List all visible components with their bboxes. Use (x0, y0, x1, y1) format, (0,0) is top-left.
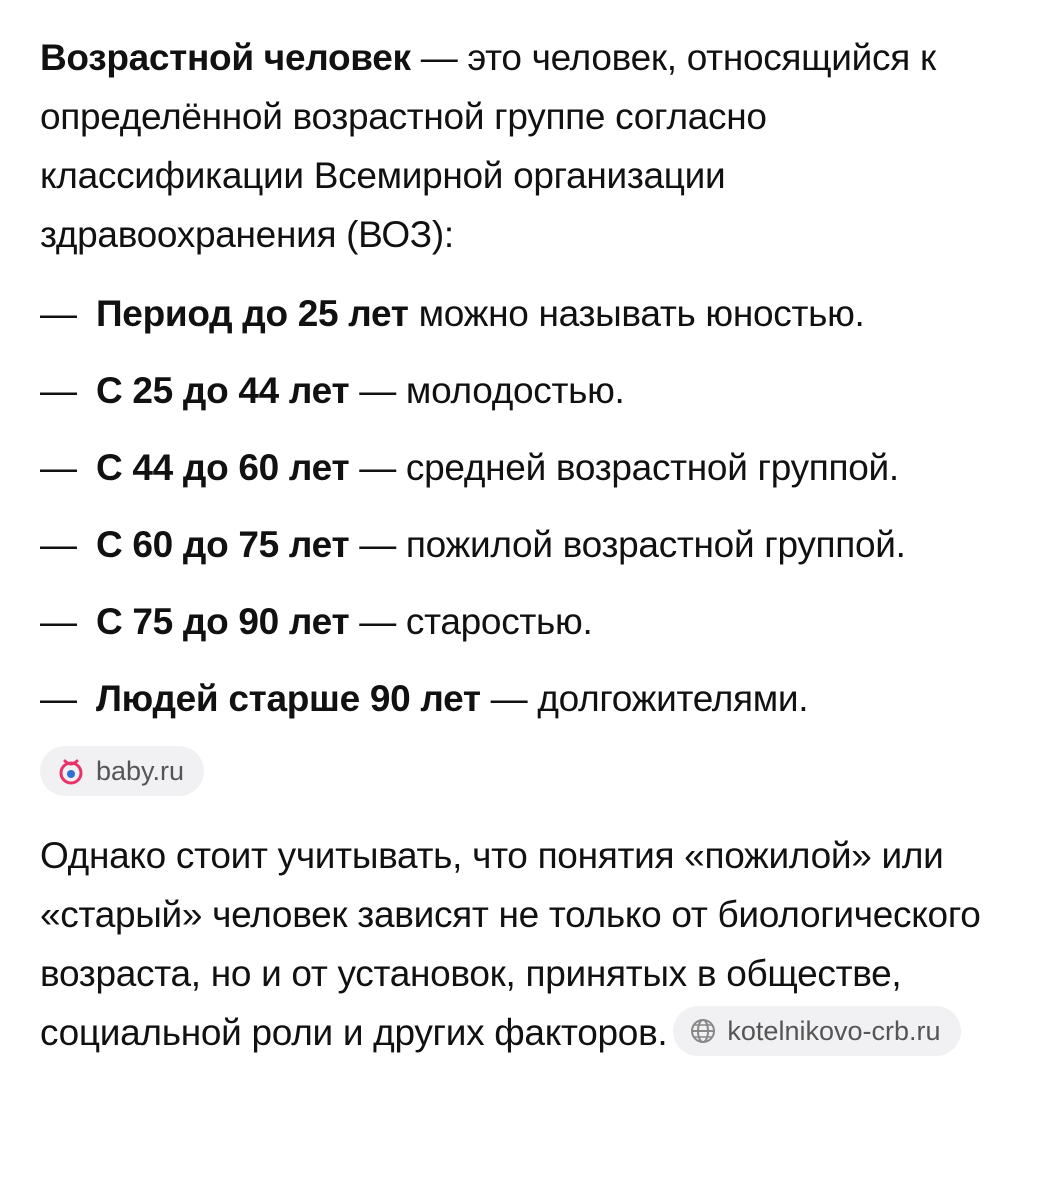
conclusion-paragraph (40, 826, 1020, 1062)
list-item-text: — пожилой возрастной группой. (349, 524, 906, 565)
answer-content (40, 28, 1020, 1062)
list-item-bold: Людей старше 90 лет (96, 678, 481, 719)
globe-icon (689, 1017, 717, 1045)
list-dash: — (40, 370, 77, 411)
source-chip-baby-ru[interactable] (40, 746, 204, 796)
source-chip-row (40, 746, 1020, 796)
list-item-text: — долгожителями. (480, 678, 809, 719)
age-groups-list (40, 284, 1020, 728)
list-item-bold: Период до 25 лет (96, 293, 409, 334)
source-chip-label: kotelnikovo-crb.ru (727, 1015, 941, 1046)
source-chip-label: baby.ru (96, 755, 185, 786)
list-dash: — (40, 447, 77, 488)
list-dash: — (40, 293, 77, 334)
intro-text: — это человек, относящийся к определённой возрастной группе согласно классификации Всемирной организации здравоохранения (ВОЗ): (40, 37, 936, 255)
list-dash: — (40, 678, 77, 719)
list-item-bold: С 25 до 44 лет (96, 370, 350, 411)
list-dash: — (40, 601, 77, 642)
list-item-text: — старостью. (349, 601, 593, 642)
list-dash: — (40, 524, 77, 565)
list-item-text: — молодостью. (349, 370, 625, 411)
list-item (40, 592, 1020, 651)
list-item (40, 438, 1020, 497)
intro-paragraph (40, 28, 1020, 264)
intro-term: Возрастной человек (40, 37, 411, 78)
list-item-text: — средней возрастной группой. (349, 447, 899, 488)
list-item-text: можно называть юностью. (408, 293, 865, 334)
source-chip-kotelnikovo[interactable] (673, 1006, 960, 1056)
list-item (40, 669, 1020, 728)
list-item (40, 361, 1020, 420)
list-item-bold: С 44 до 60 лет (96, 447, 350, 488)
list-item-bold: С 60 до 75 лет (96, 524, 350, 565)
list-item (40, 515, 1020, 574)
baby-ru-logo-icon (56, 756, 86, 786)
list-item (40, 284, 1020, 343)
conclusion-text: Однако стоит учитывать, что понятия «пожилой» или «старый» человек зависят не только от биологического возраста, но и от установок, принятых в обществе, социальной роли и других факторов. (40, 835, 981, 1053)
list-item-bold: С 75 до 90 лет (96, 601, 350, 642)
